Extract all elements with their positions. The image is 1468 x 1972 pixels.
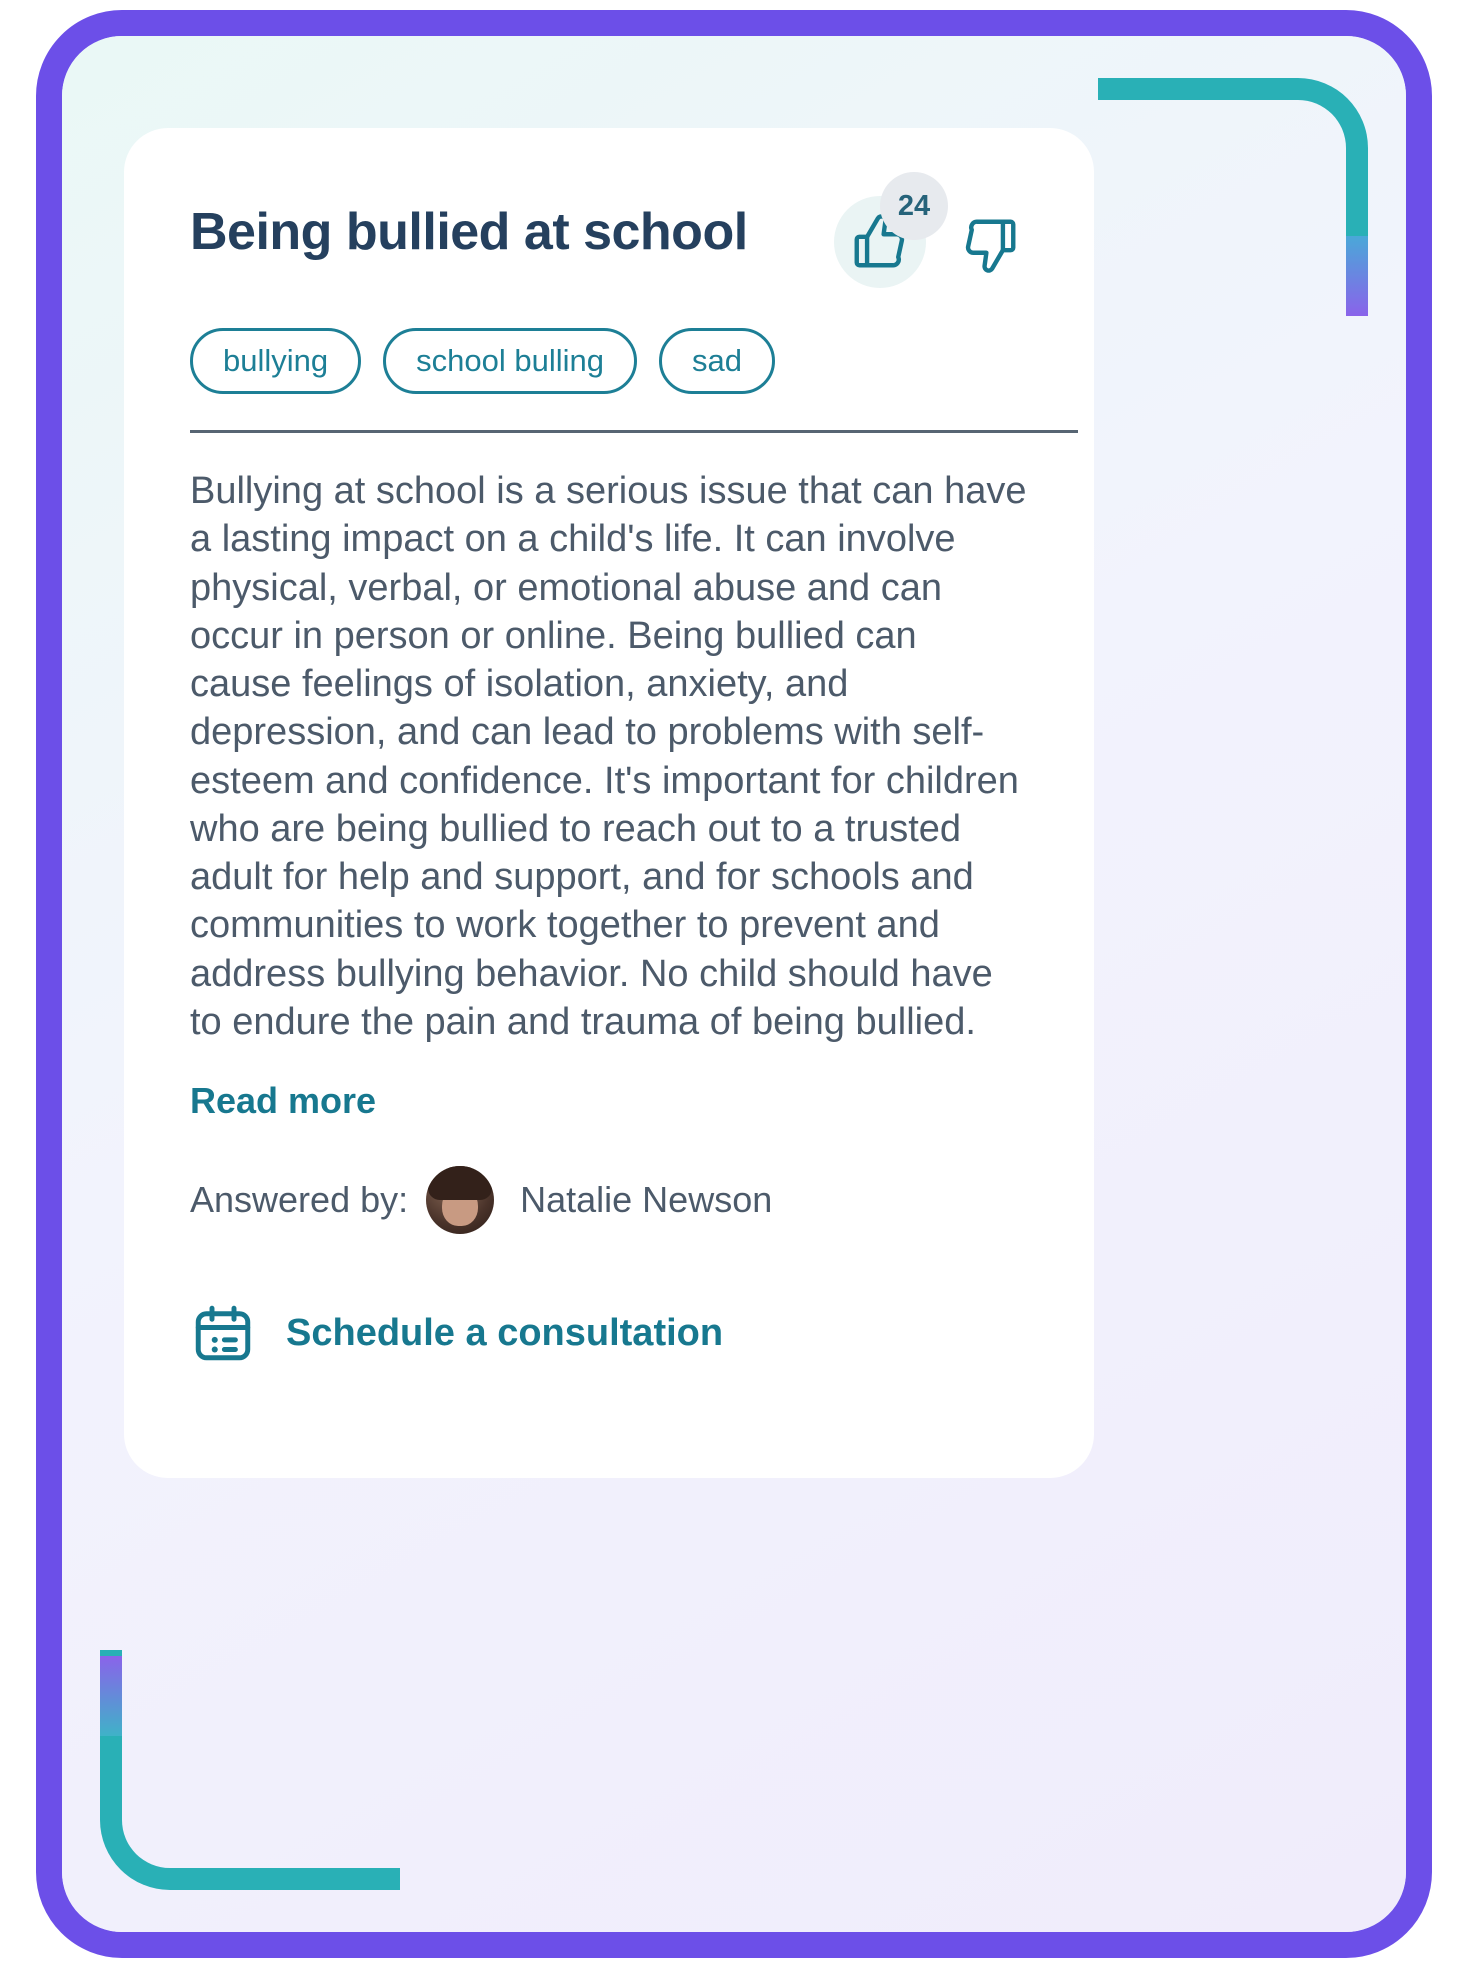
- decorative-corner-top-right-gradient: [1346, 236, 1368, 316]
- answer-body: Bullying at school is a serious issue that can have a lasting impact on a child's life. It can involve physical, verbal, or emotional abuse and can occur in person or online. Being bullied can cause feelings of isolation, anxiety, and depression, and can lead to problems with self-esteem and confidence. It's important for children who are being bullied to reach out to a trusted adult for help and support, and for schools and communities to work together to prevent and address bullying behavior. No child should have to endure the pain and trauma of being bullied.: [190, 470, 1027, 1043]
- avatar: [426, 1166, 494, 1234]
- outer-frame: [36, 10, 1432, 1958]
- read-more-link[interactable]: Read more: [190, 1080, 377, 1121]
- card-header: [190, 190, 1028, 288]
- vote-group: [834, 190, 1028, 288]
- question-card: [124, 128, 1094, 1478]
- decorative-corner-top-right: [1098, 78, 1368, 308]
- tag-list: [190, 328, 1028, 394]
- tag-chip[interactable]: bullying: [190, 328, 361, 394]
- calendar-icon: [190, 1300, 256, 1366]
- decorative-corner-bottom-left-gradient: [100, 1656, 122, 1736]
- header-divider: [190, 430, 1078, 433]
- dislike-button[interactable]: [952, 207, 1028, 283]
- decorative-corner-bottom-left: [100, 1650, 400, 1890]
- vote-count-badge: 24: [880, 172, 948, 240]
- author-name[interactable]: Natalie Newson: [520, 1179, 773, 1220]
- thumbs-down-icon: [959, 214, 1021, 276]
- answered-by-label: Answered by:: [190, 1179, 409, 1220]
- page-title: Being bullied at school: [190, 203, 748, 261]
- like-button[interactable]: [834, 189, 931, 288]
- tag-chip[interactable]: sad: [659, 328, 775, 394]
- answered-by-row: [190, 1166, 1028, 1234]
- tag-chip[interactable]: school bulling: [383, 328, 637, 394]
- schedule-consultation-button[interactable]: [190, 1300, 1028, 1366]
- schedule-consultation-label: Schedule a consultation: [286, 1311, 724, 1354]
